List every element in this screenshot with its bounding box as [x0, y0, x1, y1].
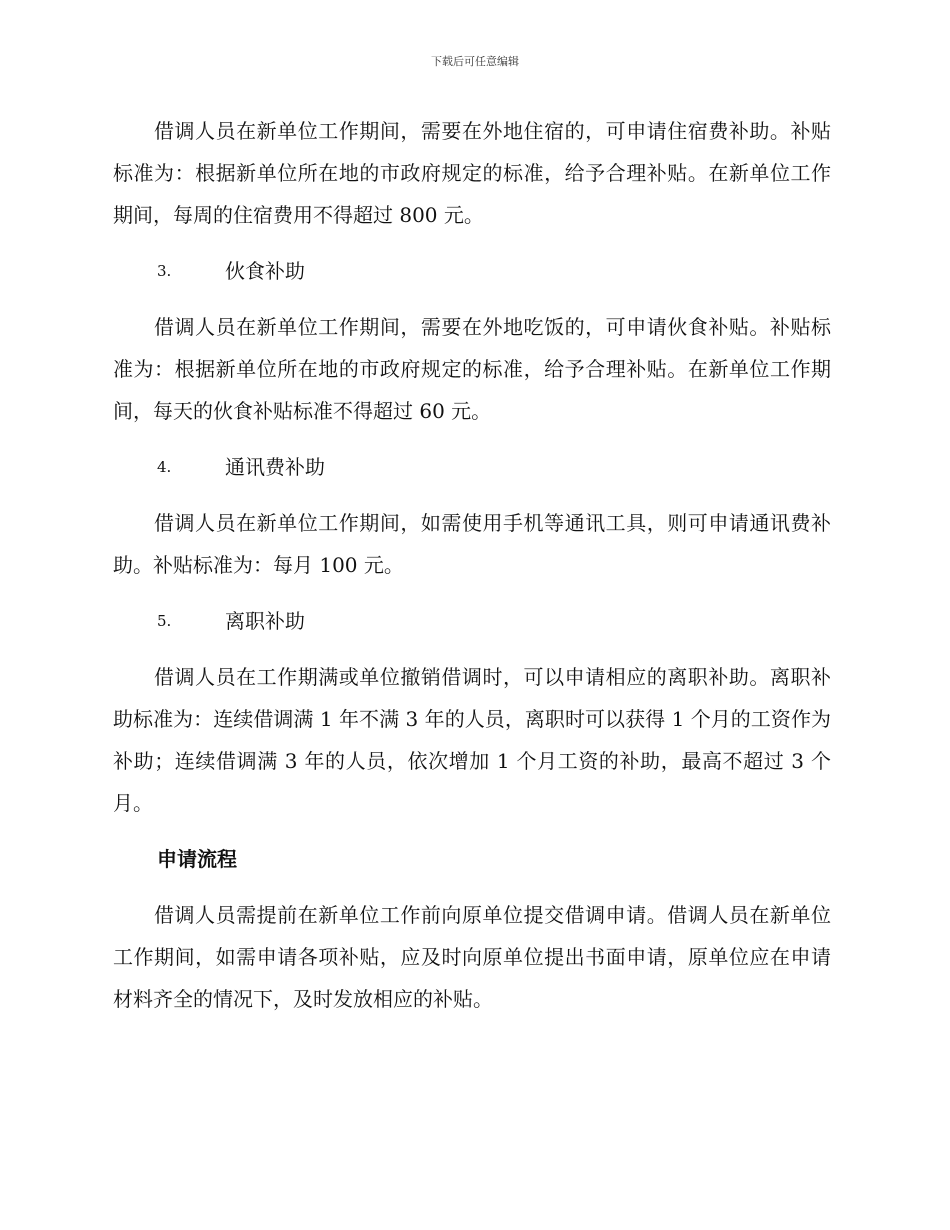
paragraph-resignation: 借调人员在工作期满或单位撤销借调时，可以申请相应的离职补助。离职补助标准为：连续借调满 1 年不满 3 年的人员，离职时可以获得 1 个月的工资作为补助；连续借调满 3 年的人员，依次增加 1 个月工资的补助，最高不超过 3 个月。: [113, 665, 831, 815]
paragraph-communication: 借调人员在新单位工作期间，如需使用手机等通讯工具，则可申请通讯费补助。补贴标准为：每月 100 元。: [113, 511, 831, 577]
document-body: [113, 110, 831, 1034]
list-item-communication-subsidy: [113, 446, 831, 488]
list-item-resignation-subsidy: [113, 600, 831, 642]
list-item-title: 通讯费补助: [225, 455, 325, 479]
list-item-number: 3.: [157, 262, 172, 280]
paragraph-meal: 借调人员在新单位工作期间，需要在外地吃饭的，可申请伙食补贴。补贴标准为：根据新单位所在地的市政府规定的标准，给予合理补贴。在新单位工作期间，每天的伙食补贴标准不得超过 60 元。: [113, 315, 831, 423]
list-item-meal-subsidy: [113, 250, 831, 292]
list-item-number: 4.: [157, 458, 172, 476]
list-item-title: 离职补助: [225, 609, 305, 633]
list-item-number: 5.: [157, 612, 172, 630]
paragraph-accommodation: 借调人员在新单位工作期间，需要在外地住宿的，可申请住宿费补助。补贴标准为：根据新单位所在地的市政府规定的标准，给予合理补贴。在新单位工作期间，每周的住宿费用不得超过 800 元。: [113, 119, 831, 227]
paragraph-application-process: 借调人员需提前在新单位工作前向原单位提交借调申请。借调人员在新单位工作期间，如需申请各项补贴，应及时向原单位提出书面申请，原单位应在申请材料齐全的情况下，及时发放相应的补贴。: [113, 903, 831, 1011]
section-title-application-process: 申请流程: [157, 847, 237, 871]
page-header: 下载后可任意编辑: [431, 55, 519, 68]
list-item-title: 伙食补助: [225, 259, 305, 283]
